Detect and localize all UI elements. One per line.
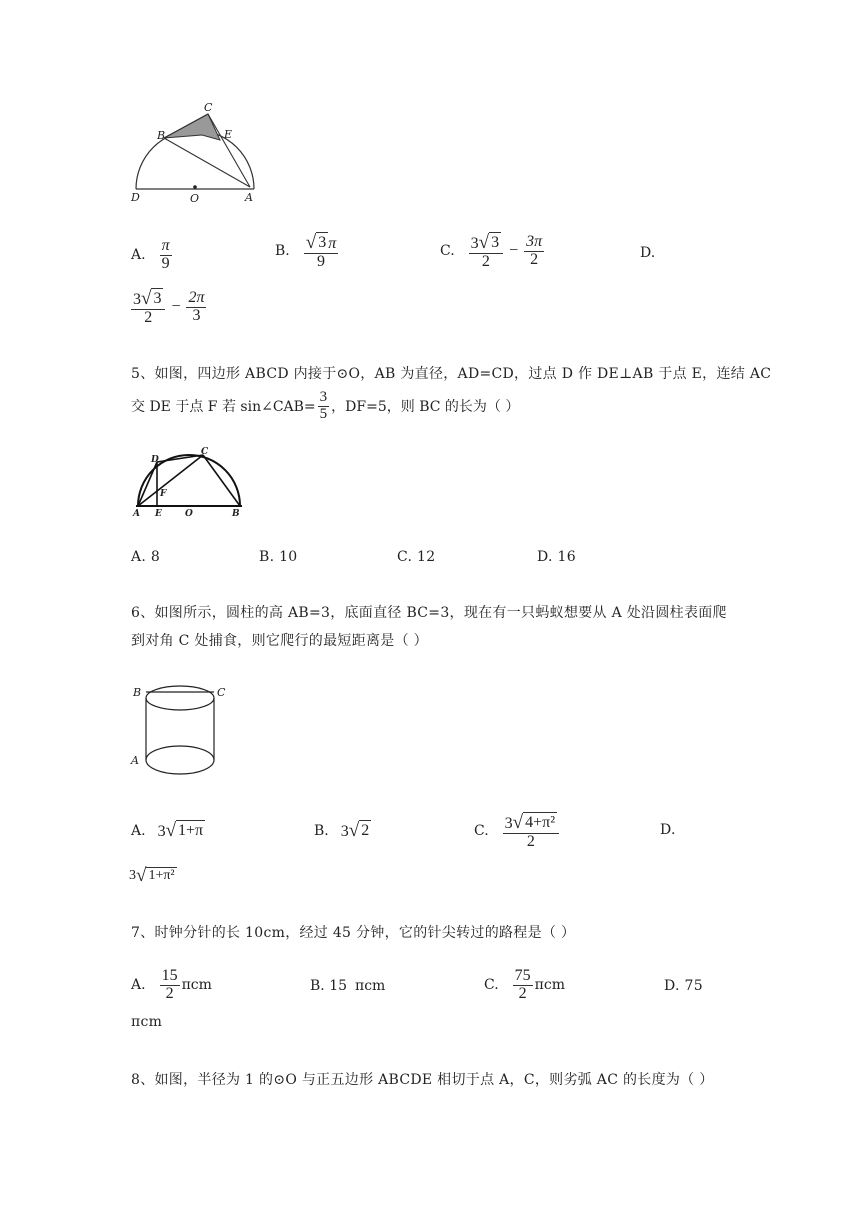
q4-option-c — [440, 232, 546, 271]
label-a: A — [245, 191, 253, 204]
option-tag: B. — [314, 822, 329, 839]
option-tag: C. — [484, 977, 499, 994]
label-d: D — [131, 191, 140, 204]
q6-line2: 到对角 C 处捕食，则它爬行的最短距离是（ ） — [131, 633, 428, 649]
segment-ba — [164, 138, 250, 187]
label-c: C — [201, 447, 209, 457]
q7-option-d: D. 75 — [664, 978, 703, 994]
frac-numerator: √ 3 π — [305, 232, 337, 254]
segment-ac — [138, 455, 203, 506]
center-dot — [193, 185, 197, 189]
frac-numerator: 2π — [188, 289, 205, 307]
label-b: B — [157, 129, 166, 142]
q7-line1: 7、时钟分针的长 10cm，经过 45 分钟，它的针尖转过的路程是（ ） — [131, 925, 576, 941]
unit: πcm — [181, 977, 212, 994]
frac-denominator: 2 — [165, 984, 174, 1002]
frac-numerator: 15 — [161, 967, 178, 984]
frac-numerator: π — [161, 237, 170, 254]
q4-option-b — [275, 232, 340, 271]
option-tag: C. — [440, 243, 455, 260]
option-tag: A. — [131, 822, 146, 839]
frac-denominator: 2 — [526, 832, 535, 850]
label-c: C — [217, 686, 226, 699]
frac-numerator: 3 √ 4+π² — [503, 812, 559, 834]
q5-line1: 5、如图，四边形 ABCD 内接于⊙O，AB 为直径，AD=CD，过点 D 作 DE⊥AB 于点 E，连结 AC — [131, 366, 772, 382]
frac-denominator: 2 — [530, 250, 539, 268]
segment-ca — [208, 114, 250, 187]
frac-denominator: 2 — [518, 984, 527, 1002]
top-ellipse — [146, 686, 214, 710]
minus-sign: − — [509, 242, 519, 260]
q5-option-d: D. 16 — [537, 549, 576, 565]
option-tag: D. — [640, 245, 656, 261]
label-d: D — [151, 455, 159, 465]
frac-denominator: 5 — [319, 405, 328, 422]
coef: 3 — [129, 867, 136, 883]
q5-line2-text: 交 DE 于点 F 若 sin∠CAB= — [131, 399, 316, 416]
shaded-region — [164, 114, 220, 140]
q8-line1: 8、如图，半径为 1 的⊙O 与正五边形 ABCDE 相切于点 A，C，则劣弧 AC 的长度为（ ） — [131, 1072, 714, 1088]
q6-line1: 6、如图所示，圆柱的高 AB=3，底面直径 BC=3，现在有一只蚂蚁想要从 A 处沿圆柱表面爬 — [131, 605, 727, 621]
q5-option-a: A. 8 — [131, 549, 161, 565]
option-tag: A. — [131, 247, 146, 264]
option-tag: B. — [275, 243, 290, 260]
q4-option-a — [131, 238, 174, 273]
q5-figure — [128, 446, 250, 518]
q6-option-d-tag: D. — [660, 822, 676, 838]
q7-option-b — [310, 978, 385, 994]
q6-option-b: B. 3 √ 2 — [314, 820, 370, 842]
q6-option-a: A. 3 √ 1+π — [131, 820, 204, 842]
frac-numerator: 3π — [526, 233, 543, 251]
q7-option-a — [131, 968, 212, 1003]
label-e: E — [224, 128, 233, 141]
bottom-ellipse — [146, 746, 214, 774]
q5-option-c: C. 12 — [397, 549, 436, 565]
option-text: B. 15 — [310, 978, 348, 994]
radicand: 1+π² — [148, 868, 175, 884]
frac-denominator: 2 — [481, 252, 490, 270]
label-b: B — [232, 509, 240, 518]
label-e: E — [155, 509, 162, 518]
option-tag: C. — [474, 823, 489, 840]
q7-option-d-unit: πcm — [131, 1014, 163, 1030]
frac-numerator: 3 √ 3 — [131, 288, 165, 310]
q7-option-c — [484, 968, 565, 1003]
q6-option-c — [474, 812, 561, 851]
minus-sign: − — [171, 298, 181, 316]
q5-line2-text-end: ，DF=5，则 BC 的长为（ ） — [331, 399, 520, 416]
label-c: C — [204, 101, 213, 114]
q6-option-d: 3 √ 1+π² — [129, 865, 175, 886]
frac-numerator: 3 √ 3 — [469, 232, 503, 254]
frac-denominator: 2 — [144, 308, 153, 326]
q6-figure — [128, 682, 232, 778]
q4-figure — [128, 100, 258, 205]
label-o: O — [190, 192, 200, 205]
frac-denominator: 9 — [161, 254, 170, 272]
label-f: F — [160, 489, 167, 499]
label-o: O — [185, 509, 193, 518]
frac-numerator: 3 — [319, 389, 328, 405]
option-tag: A. — [131, 977, 146, 994]
q4-option-d — [129, 288, 208, 327]
unit: πcm — [534, 977, 565, 994]
label-a: A — [133, 509, 140, 518]
label-a: A — [131, 754, 139, 767]
label-b: B — [133, 686, 142, 699]
q4-option-d-tag — [640, 245, 655, 261]
unit: πcm — [355, 978, 386, 994]
frac-denominator: 3 — [192, 306, 201, 324]
frac-numerator: 75 — [514, 967, 531, 984]
q5-line2 — [131, 390, 519, 423]
frac-denominator: 9 — [316, 252, 325, 270]
semicircle-arc — [136, 130, 254, 189]
q5-option-b: B. 10 — [259, 549, 298, 565]
